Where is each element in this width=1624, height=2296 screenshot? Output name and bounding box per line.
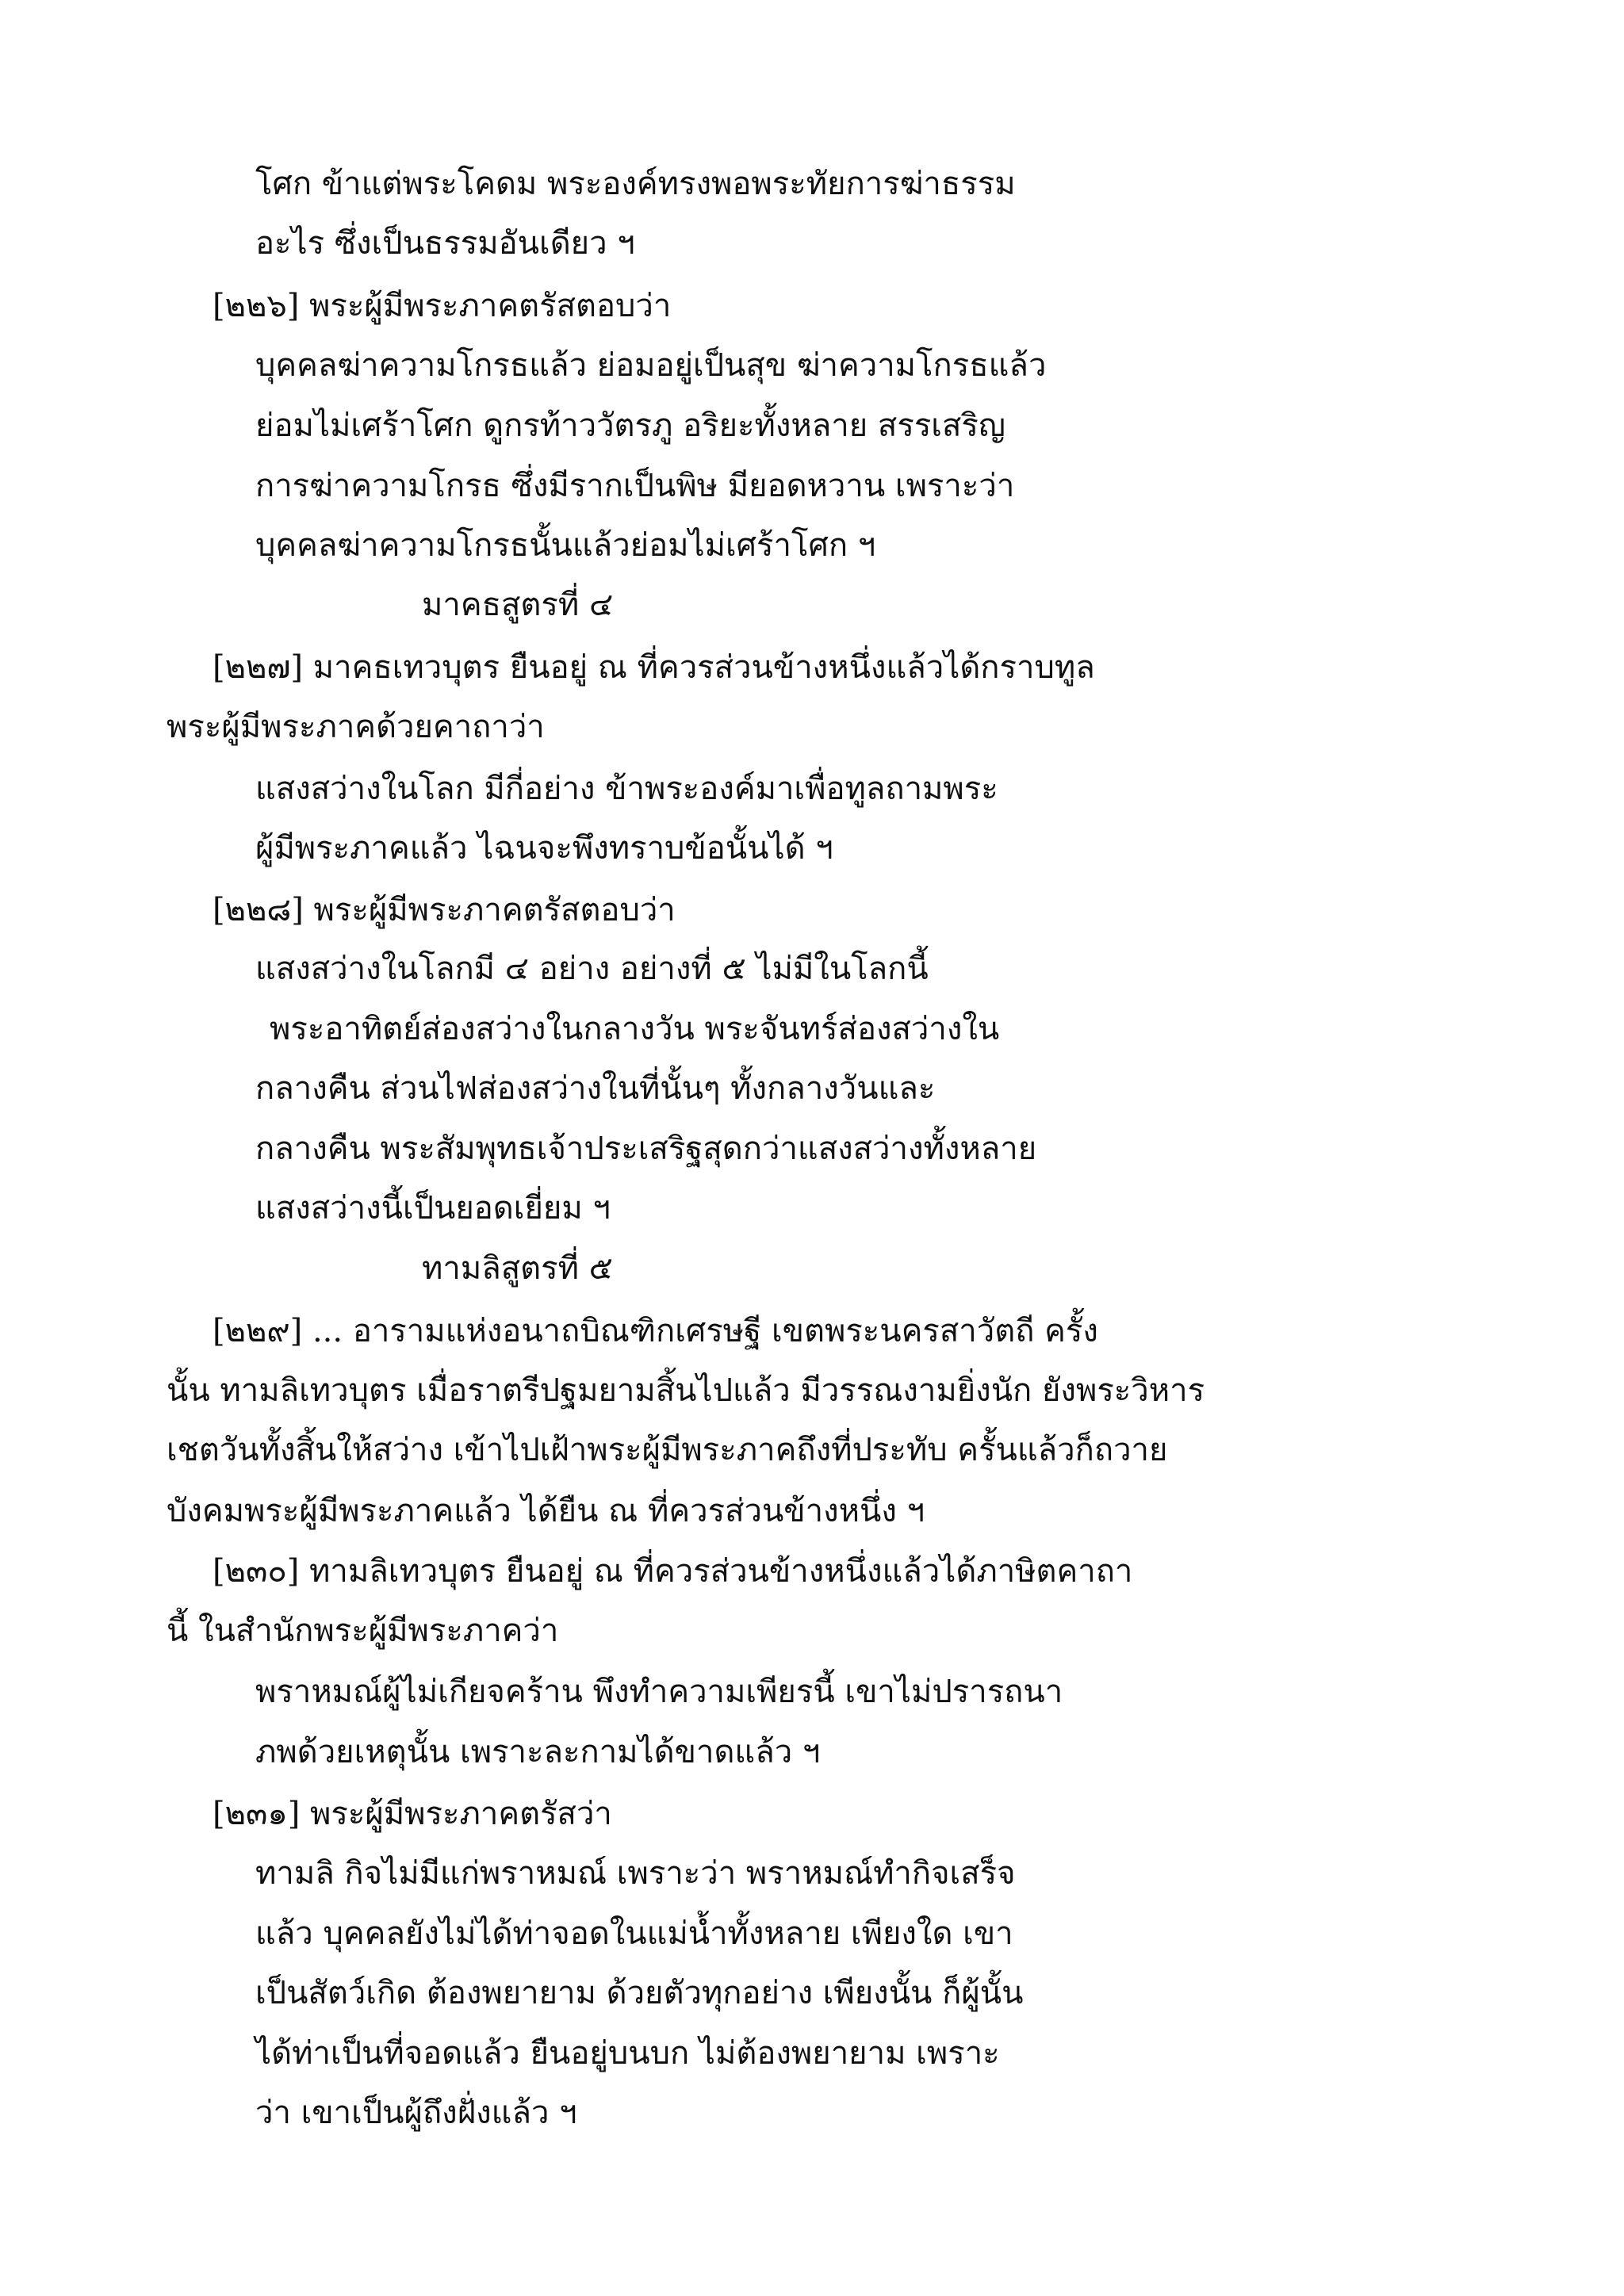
verse-line: พระอาทิตย์ส่องสว่างในกลางวัน พระจันทร์ส่องสว่างใน	[270, 1011, 1000, 1047]
prose-line: นี้ ในสำนักพระผู้มีพระภาคว่า	[167, 1613, 559, 1649]
verse-line: เป็นสัตว์เกิด ต้องพยายาม ด้วยตัวทุกอย่าง เพียงนั้น ก็ผู้นั้น	[255, 1975, 1024, 2011]
paragraph-number-line: [๒๒๘] พระผู้มีพระภาคตรัสตอบว่า	[213, 892, 676, 928]
verse-line: แล้ว บุคคลยังไม่ได้ท่าจอดในแม่น้ำทั้งหลาย เพียงใด เขา	[255, 1915, 1013, 1952]
verse-line: พราหมณ์ผู้ไม่เกียจคร้าน พึงทำความเพียรนี้ เขาไม่ปรารถนา	[255, 1674, 1063, 1710]
prose-line: เชตวันทั้งสิ้นให้สว่าง เข้าไปเฝ้าพระผู้มีพระภาคถึงที่ประทับ ครั้นแล้วก็ถวาย	[167, 1432, 1168, 1468]
verse-line: ได้ท่าเป็นที่จอดแล้ว ยืนอยู่บนบก ไม่ต้องพยายาม เพราะ	[255, 2035, 1000, 2072]
section-title: มาคธสูตรที่ ๔	[422, 587, 614, 623]
verse-line: กลางคืน พระสัมพุทธเจ้าประเสริฐสุดกว่าแสงสว่างทั้งหลาย	[255, 1131, 1037, 1167]
paragraph-number-line: [๒๒๙] ... อารามแห่งอนาถบิณฑิกเศรษฐี เขตพระนครสาวัตถี ครั้ง	[213, 1313, 1098, 1349]
verse-line: ทามลิ กิจไม่มีแก่พราหมณ์ เพราะว่า พราหมณ์ทำกิจเสร็จ	[255, 1855, 1016, 1892]
verse-line: ย่อมไม่เศร้าโศก ดูกรท้าววัตรภู อริยะทั้งหลาย สรรเสริญ	[255, 408, 1005, 444]
paragraph-number-line: [๒๓๑] พระผู้มีพระภาคตรัสว่า	[213, 1796, 612, 1832]
verse-line: กลางคืน ส่วนไฟส่องสว่างในที่นั้นๆ ทั้งกลางวันและ	[255, 1070, 936, 1107]
paragraph-number-line: [๒๒๖] พระผู้มีพระภาคตรัสตอบว่า	[213, 288, 672, 324]
verse-line: โศก ข้าแต่พระโคดม พระองค์ทรงพอพระทัยการฆ่าธรรม	[255, 166, 1016, 202]
paragraph-number-line: [๒๓๐] ทามลิเทวบุตร ยืนอยู่ ณ ที่ควรส่วนข้างหนึ่งแล้วได้ภาษิตคาถา	[213, 1553, 1133, 1590]
verse-line: แสงสว่างนี้เป็นยอดเยี่ยม ฯ	[255, 1190, 611, 1226]
verse-line: ว่า เขาเป็นผู้ถึงฝั่งแล้ว ฯ	[255, 2095, 577, 2131]
verse-line: บุคคลฆ่าความโกรธนั้นแล้วย่อมไม่เศร้าโศก ฯ	[255, 527, 876, 564]
verse-line: แสงสว่างในโลกมี ๔ อย่าง อย่างที่ ๕ ไม่มีในโลกนี้	[255, 951, 929, 987]
section-title: ทามลิสูตรที่ ๕	[422, 1250, 613, 1287]
verse-line: การฆ่าความโกรธ ซึ่งมีรากเป็นพิษ มียอดหวาน เพราะว่า	[255, 468, 1015, 504]
verse-line: ผู้มีพระภาคแล้ว ไฉนจะพึงทราบข้อนั้นได้ ฯ	[255, 830, 833, 867]
verse-line: แสงสว่างในโลก มีกี่อย่าง ข้าพระองค์มาเพื่อทูลถามพระ	[255, 771, 998, 807]
verse-line: อะไร ซึ่งเป็นธรรมอันเดียว ฯ	[255, 225, 635, 262]
paragraph-number-line: [๒๒๗] มาคธเทวบุตร ยืนอยู่ ณ ที่ควรส่วนข้างหนึ่งแล้วได้กราบทูล	[213, 649, 1095, 686]
verse-line: บุคคลฆ่าความโกรธแล้ว ย่อมอยู่เป็นสุข ฆ่าความโกรธแล้ว	[255, 347, 1047, 384]
prose-line: นั้น ทามลิเทวบุตร เมื่อราตรีปฐมยามสิ้นไปแล้ว มีวรรณงามยิ่งนัก ยังพระวิหาร	[167, 1372, 1205, 1409]
verse-line: ภพด้วยเหตุนั้น เพราะละกามได้ขาดแล้ว ฯ	[255, 1734, 821, 1770]
prose-line: บังคมพระผู้มีพระภาคแล้ว ได้ยืน ณ ที่ควรส่วนข้างหนึ่ง ฯ	[167, 1493, 925, 1529]
prose-line: พระผู้มีพระภาคด้วยคาถาว่า	[167, 709, 545, 745]
